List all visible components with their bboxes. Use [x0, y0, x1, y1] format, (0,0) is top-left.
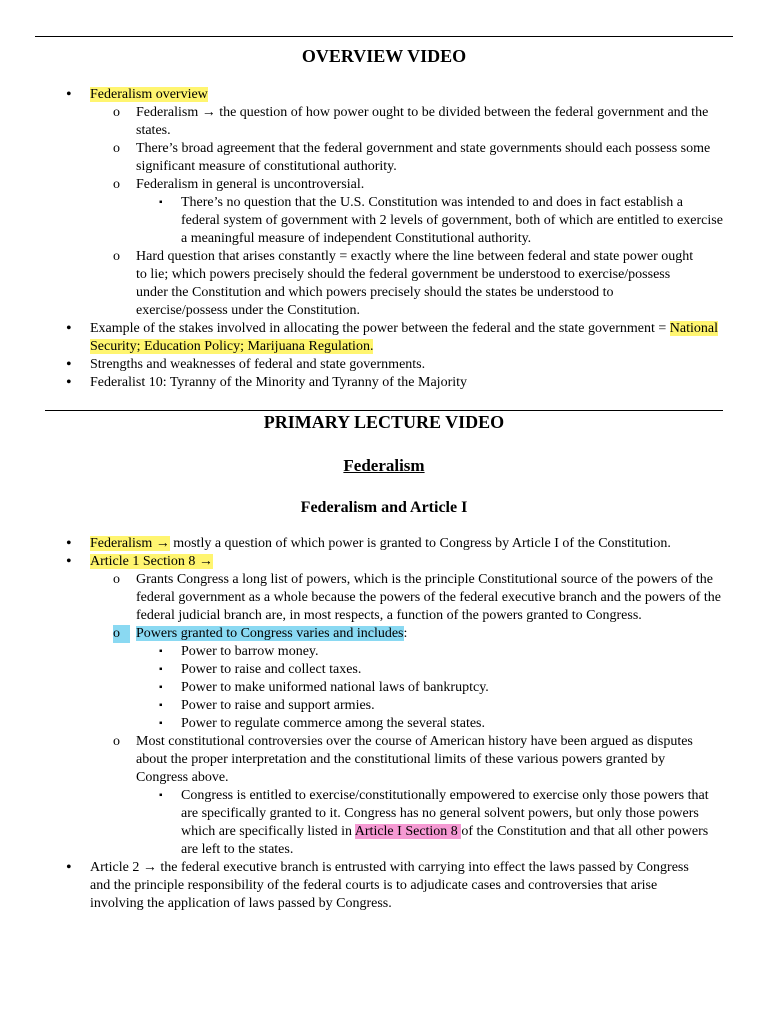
highlighted-text: Federalism →: [90, 536, 170, 551]
bullet-icon: •: [66, 553, 72, 570]
list-item: • Federalism → mostly a question of which power is granted to Congress by Article I of the Constitution.: [66, 535, 671, 552]
circle-bullet-icon: o: [113, 625, 130, 643]
list-item: • Article 2 → the federal executive branch is entrusted with carrying into effect the laws passed by Congress and the principle responsibility of the federal courts is to adjudicate cases and controversies that arise involving the application of laws passed by Congress.: [66, 859, 689, 911]
bullet-icon: •: [66, 535, 72, 552]
circle-bullet-icon: o: [113, 734, 120, 749]
list-item: ▪ Power to regulate commerce among the several states.: [159, 716, 485, 731]
overview-title: OVERVIEW VIDEO: [301, 46, 467, 66]
primary-list: [0, 535, 768, 913]
primary-subtitle: Federalism: [343, 456, 425, 475]
highlighted-text: Article 1 Section 8 →: [90, 554, 213, 569]
list-item: [0, 86, 768, 104]
bullet-icon: •: [66, 859, 72, 876]
square-bullet-icon: ▪: [159, 790, 163, 801]
list-item: [0, 553, 768, 571]
circle-bullet-icon: o: [113, 105, 120, 120]
list-item: o Hard question that arises constantly = exactly where the line between federal and state power ought to lie; which powers precisely should the federal government be understood to exercise/possess under the Constitution and which powers precisely should the states be understood to exercise/possess under the Constitution.: [113, 249, 694, 318]
square-bullet-icon: ▪: [159, 646, 163, 657]
circle-bullet-icon: o: [113, 572, 120, 587]
circle-bullet-icon: o: [113, 249, 120, 264]
list-item: ▪ Power to raise and collect taxes.: [159, 662, 362, 677]
list-item: o Federalism in general is uncontroversial.: [113, 177, 365, 192]
list-item: ▪ There’s no question that the U.S. Constitution was intended to and does in fact establish a federal system of government with 2 levels of government, both of which are entitled to exercise a meaningful measure of independent Constitutional authority.: [159, 195, 723, 246]
circle-bullet-icon: o: [113, 141, 120, 156]
list-item: o Powers granted to Congress varies and includes:: [113, 626, 408, 641]
list-item: ▪ Power to barrow money.: [159, 644, 319, 659]
list-item: o Grants Congress a long list of powers, which is the principle Constitutional source of the powers of the federal government as a whole because the powers of the federal executive branch and the powers of the federal judicial branch are, in most respects, a function of the powers granted to Congress.: [113, 572, 722, 623]
section-heading: Federalism and Article I: [300, 499, 468, 516]
section-rule: [45, 410, 723, 411]
highlighted-text: Article I Section 8: [354, 824, 462, 839]
bullet-icon: •: [66, 320, 72, 337]
highlighted-text: Federalism overview: [90, 87, 208, 102]
square-bullet-icon: ▪: [159, 682, 163, 693]
top-rule: [35, 36, 733, 37]
overview-list: [0, 86, 768, 392]
bullet-icon: •: [66, 86, 72, 103]
square-bullet-icon: ▪: [159, 700, 163, 711]
list-item: ▪ Power to make uniformed national laws of bankruptcy.: [159, 680, 489, 695]
bullet-icon: •: [66, 374, 72, 391]
list-item: ▪ Congress is entitled to exercise/constitutionally empowered to exercise only those powers that are specifically granted to it. Congress has no general solvent powers, but only those powers which are specifically listed in Article I Section 8 of the Constitution and that all other powers are left to the states.: [159, 788, 709, 857]
list-item: o Most constitutional controversies over the course of American history have been argued as disputes about the proper interpretation and the constitutional limits of these various powers granted by Congress above.: [113, 734, 693, 785]
list-item: o There’s broad agreement that the federal government and state governments should each possess some significant measure of constitutional authority.: [113, 141, 711, 174]
square-bullet-icon: ▪: [159, 197, 163, 208]
bullet-icon: •: [66, 356, 72, 373]
square-bullet-icon: ▪: [159, 664, 163, 675]
list-item: • Federalist 10: Tyranny of the Minority and Tyranny of the Majority: [66, 374, 468, 391]
list-item: o Federalism → the question of how power ought to be divided between the federal government and the states.: [113, 105, 709, 138]
primary-title: PRIMARY LECTURE VIDEO: [263, 412, 505, 432]
circle-bullet-icon: o: [113, 177, 120, 192]
highlighted-text: Powers granted to Congress varies and includes: [136, 626, 404, 641]
list-item: ▪ Power to raise and support armies.: [159, 698, 375, 713]
list-item: • Strengths and weaknesses of federal and state governments.: [66, 356, 426, 373]
square-bullet-icon: ▪: [159, 718, 163, 729]
list-item: • Example of the stakes involved in allocating the power between the federal and the state government = National Security; Education Policy; Marijuana Regulation.: [66, 320, 718, 354]
highlighted-text: National Security; Education Policy; Marijuana Regulation.: [90, 321, 718, 354]
